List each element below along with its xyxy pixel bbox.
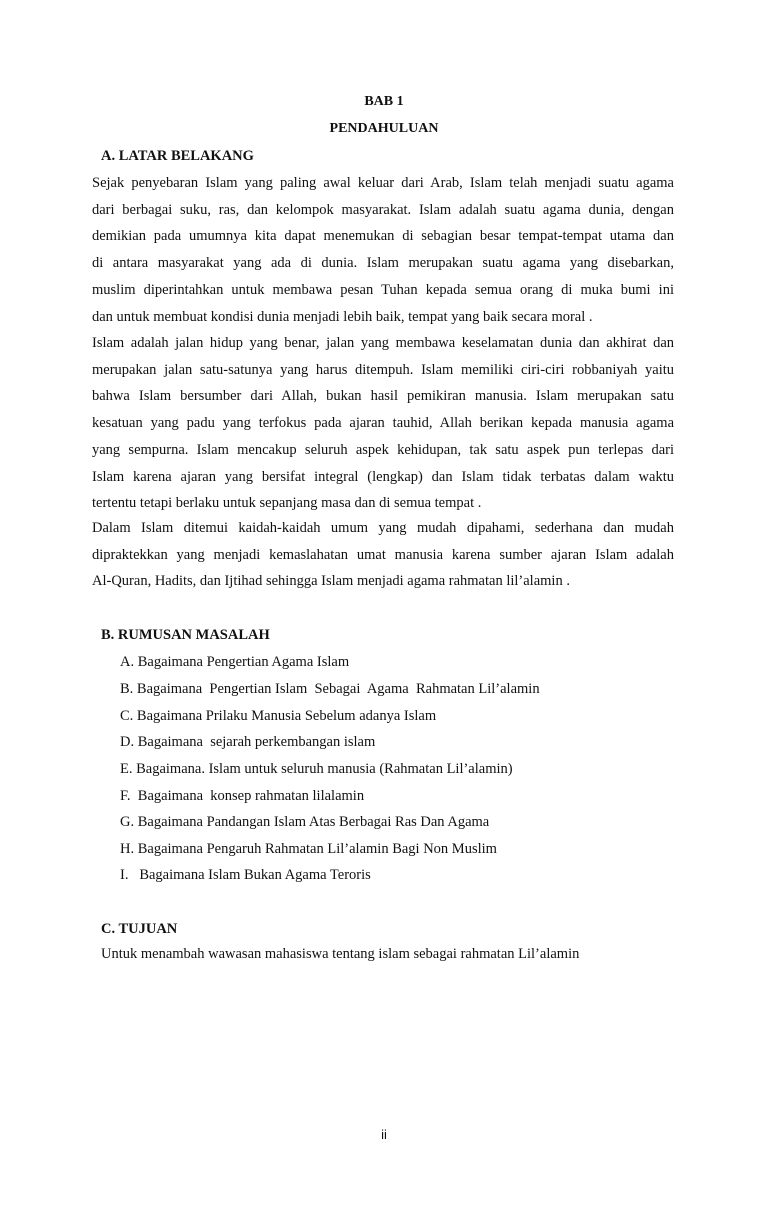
text-line: yang sempurna. Islam mencakup seluruh aspek kehidupan, tak satu aspek pun terlepas dari: [92, 441, 674, 458]
text-line: Islam adalah jalan hidup yang benar, jalan yang membawa keselamatan dunia dan akhirat dan: [92, 335, 674, 351]
text-line: Al-Quran, Hadits, dan Ijtihad sehingga Islam menjadi agama rahmatan lil’alamin .: [92, 573, 570, 590]
section-a-paragraph-1: [92, 170, 674, 330]
text-line: tertentu tetapi berlaku untuk sepanjang masa dan di semua tempat .: [92, 495, 482, 512]
section-a-paragraph-2: [92, 330, 674, 517]
text-line: dari berbagai suku, ras, dan kelompok masyarakat. Islam adalah suatu agama dunia, dengan: [92, 201, 674, 218]
page-number: ii: [381, 1127, 387, 1142]
list-item: A. Bagaimana Pengertian Agama Islam: [120, 654, 350, 670]
section-c-text: Untuk menambah wawasan mahasiswa tentang islam sebagai rahmatan Lil’alamin: [101, 946, 580, 962]
text-line: dan untuk membuat kondisi dunia menjadi lebih baik, tempat yang baik secara moral .: [92, 308, 593, 325]
list-item: G. Bagaimana Pandangan Islam Atas Berbagai Ras Dan Agama: [120, 814, 490, 830]
text-line: Dalam Islam ditemui kaidah-kaidah umum yang mudah dipahami, sederhana dan mudah: [92, 520, 674, 536]
chapter-label: BAB 1: [364, 94, 404, 109]
text-line: kesatuan yang padu yang terfokus pada ajaran tauhid, Allah berikan kepada manusia agama: [92, 415, 674, 432]
chapter-title: PENDAHULUAN: [329, 121, 439, 136]
text-line: muslim diperintahkan untuk membawa pesan Tuhan kepada semua orang di muka bumi ini: [92, 281, 674, 298]
section-c-heading: C. TUJUAN: [101, 921, 178, 937]
list-item: F. Bagaimana konsep rahmatan lilalamin: [120, 788, 365, 804]
text-line: bahwa Islam bersumber dari Allah, bukan hasil pemikiran manusia. Islam merupakan satu: [92, 388, 674, 405]
section-a-paragraph-3: [92, 515, 674, 595]
text-line: demikian pada umumnya kita dapat menemukan di sebagian besar tempat-tempat utama dan: [92, 228, 674, 245]
text-line: dipraktekkan yang menjadi kemaslahatan umat manusia karena sumber ajaran Islam adalah: [92, 546, 674, 563]
list-item: E. Bagaimana. Islam untuk seluruh manusia (Rahmatan Lil’alamin): [120, 761, 513, 777]
list-item: I. Bagaimana Islam Bukan Agama Teroris: [120, 867, 371, 883]
list-item: D. Bagaimana sejarah perkembangan islam: [120, 734, 376, 750]
list-item: C. Bagaimana Prilaku Manusia Sebelum adanya Islam: [120, 708, 437, 724]
section-b-heading: B. RUMUSAN MASALAH: [101, 627, 270, 643]
list-item: H. Bagaimana Pengaruh Rahmatan Lil’alamin Bagi Non Muslim: [120, 841, 497, 857]
section-a-heading: A. LATAR BELAKANG: [101, 148, 254, 164]
text-line: di antara masyarakat yang ada di dunia. Islam merupakan suatu agama yang disebarkan,: [92, 255, 674, 272]
text-line: Sejak penyebaran Islam yang paling awal keluar dari Arab, Islam telah menjadi suatu agama: [92, 175, 674, 191]
list-item: B. Bagaimana Pengertian Islam Sebagai Agama Rahmatan Lil’alamin: [120, 681, 540, 697]
text-line: merupakan jalan satu-satunya yang harus ditempuh. Islam memiliki ciri-ciri robbaniyah yaitu: [92, 361, 674, 378]
text-line: Islam karena ajaran yang bersifat integral (lengkap) dan Islam tidak terbatas dalam waktu: [92, 468, 674, 485]
